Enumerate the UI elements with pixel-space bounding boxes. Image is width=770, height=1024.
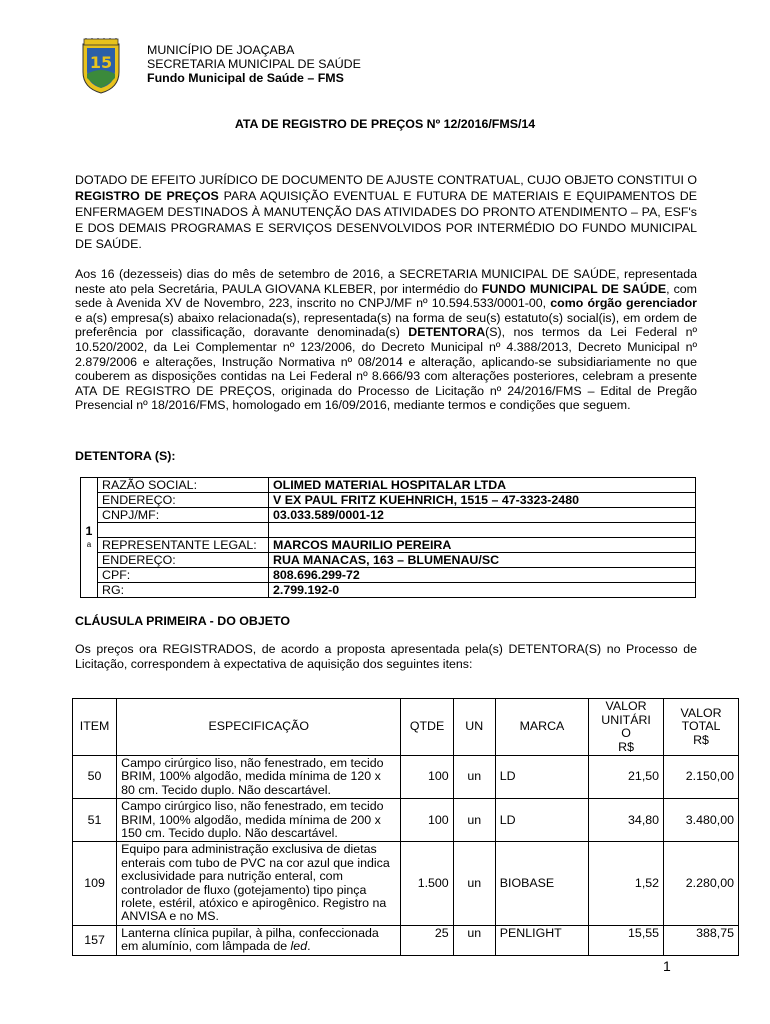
detentora-row bbox=[81, 553, 696, 568]
cell-item: 157 bbox=[73, 925, 117, 955]
detentora-row bbox=[81, 538, 696, 553]
detentora-label bbox=[98, 523, 269, 538]
col-item: ITEM bbox=[73, 699, 117, 756]
header-municipality: MUNICÍPIO DE JOAÇABA bbox=[147, 43, 295, 57]
cell-marca: LD bbox=[495, 799, 588, 842]
header-secretariat: SECRETARIA MUNICIPAL DE SAÚDE bbox=[147, 57, 361, 71]
detentora-value: 2.799.192-0 bbox=[269, 583, 696, 598]
cell-total-price: 2.150,00 bbox=[664, 756, 739, 799]
cell-qtde: 100 bbox=[401, 799, 453, 842]
table-row bbox=[73, 799, 739, 842]
detentora-value: RUA MANACAS, 163 – BLUMENAU/SC bbox=[269, 553, 696, 568]
detentora-label: RAZÃO SOCIAL: bbox=[98, 478, 269, 493]
col-unit: VALOR UNITÁRI O R$ bbox=[589, 699, 664, 756]
cell-unit-price: 1,52 bbox=[589, 842, 664, 925]
detentora-table bbox=[80, 477, 696, 598]
cell-qtde: 25 bbox=[401, 925, 453, 955]
detentora-label: ENDEREÇO: bbox=[98, 553, 269, 568]
cell-un: un bbox=[453, 925, 495, 955]
col-qtde: QTDE bbox=[401, 699, 453, 756]
detentora-value bbox=[269, 523, 696, 538]
document-header bbox=[147, 43, 361, 85]
crest-number: 15 bbox=[89, 53, 113, 72]
cell-un: un bbox=[453, 799, 495, 842]
cell-un: un bbox=[453, 842, 495, 925]
cell-total-price: 3.480,00 bbox=[664, 799, 739, 842]
cell-item: 109 bbox=[73, 842, 117, 925]
cell-un: un bbox=[453, 756, 495, 799]
body-paragraph: Aos 16 (dezesseis) dias do mês de setembro de 2016, a SECRETARIA MUNICIPAL DE SAÚDE, representada neste ato pela Secretária, PAULA GIOVANA KLEBER, por intermédio do FUNDO MUNICIPAL DE SAÚDE, com sede à Avenida XV de Novembro, 223, inscrito no CNPJ/MF nº 10.594.533/0001-00, como órgão gerenciador e a(s) empresa(s) abaixo relacionada(s), representada(s) na forma de seu(s) estatuto(s) social(is), em ordem de preferência por classificação, doravante denominada(s) DETENTORA(S), nos termos da Lei Federal nº 10.520/2002, da Lei Complementar nº 123/2006, do Decreto Municipal nº 4.388/2013, Decreto Municipal nº 2.879/2006 e alterações, Instrução Normativa nº 08/2014 e alteração, aplicando-se subsidiariamente no que couberem as disposições contidas na Lei Federal nº 8.666/93 com alterações posteriores, celebram a presente ATA DE REGISTRO DE PREÇOS, originada do Processo de Licitação nº 24/2016/FMS – Edital de Pregão Presencial nº 18/2016/FMS, homologado em 16/09/2016, mediante termos e condições que seguem. bbox=[75, 267, 698, 413]
detentora-value: 808.696.299-72 bbox=[269, 568, 696, 583]
document-title: ATA DE REGISTRO DE PREÇOS Nº 12/2016/FMS/14 bbox=[234, 117, 536, 131]
clause-text: Os preços ora REGISTRADOS, de acordo a proposta apresentada pela(s) DETENTORA(S) no Processo de Licitação, correspondem à expectativa de aquisição dos seguintes itens: bbox=[75, 642, 697, 671]
detentora-label: CNPJ/MF: bbox=[98, 508, 269, 523]
municipal-crest-logo bbox=[80, 38, 122, 94]
table-row bbox=[73, 756, 739, 799]
detentora-label: ENDEREÇO: bbox=[98, 493, 269, 508]
detentora-row bbox=[81, 583, 696, 598]
cell-spec: Campo cirúrgico liso, não fenestrado, em tecido BRIM, 100% algodão, medida mínima de 120 x 80 cm. Tecido duplo. Não descartável. bbox=[117, 756, 401, 799]
cell-marca: LD bbox=[495, 756, 588, 799]
cell-spec: Equipo para administração exclusiva de dietas enterais com tubo de PVC na cor azul que indica exclusividade para nutrição enteral, com controlador de fluxo (gotejamento) tipo pinça rolete, estéril, atóxico e apirogênico. Registro na ANVISA e no MS. bbox=[117, 842, 401, 925]
cell-marca: BIOBASE bbox=[495, 842, 588, 925]
detentora-heading: DETENTORA (S): bbox=[75, 449, 176, 463]
detentora-label: CPF: bbox=[98, 568, 269, 583]
cell-unit-price: 15,55 bbox=[589, 925, 664, 955]
detentora-row bbox=[81, 508, 696, 523]
detentora-label: RG: bbox=[98, 583, 269, 598]
detentora-row bbox=[81, 523, 696, 538]
detentora-row bbox=[81, 568, 696, 583]
cell-unit-price: 21,50 bbox=[589, 756, 664, 799]
table-row bbox=[73, 842, 739, 925]
page-number: 1 bbox=[663, 958, 671, 974]
header-fund: Fundo Municipal de Saúde – FMS bbox=[147, 71, 344, 85]
cell-total-price: 2.280,00 bbox=[664, 842, 739, 925]
cell-item: 51 bbox=[73, 799, 117, 842]
col-total: VALOR TOTAL R$ bbox=[664, 699, 739, 756]
cell-qtde: 100 bbox=[401, 756, 453, 799]
col-un: UN bbox=[453, 699, 495, 756]
table-row bbox=[73, 925, 739, 955]
cell-item: 50 bbox=[73, 756, 117, 799]
items-header-row bbox=[73, 699, 739, 756]
col-marca: MARCA bbox=[495, 699, 588, 756]
clause-heading: CLÁUSULA PRIMEIRA - DO OBJETO bbox=[75, 614, 291, 628]
intro-paragraph: DOTADO DE EFEITO JURÍDICO DE DOCUMENTO DE AJUSTE CONTRATUAL, CUJO OBJETO CONSTITUI O REGISTRO DE PREÇOS PARA AQUISIÇÃO EVENTUAL E FUTURA DE MATERIAIS E EQUIPAMENTOS DE ENFERMAGEM DESTINADOS À MANUTENÇÃO DAS ATIVIDADES DO PRONTO ATENDIMENTO – PA, ESF's E DOS DEMAIS PROGRAMAS E SERVIÇOS DESENVOLVIDOS POR INTERMÉDIO DO FUNDO MUNICIPAL DE SAÚDE. bbox=[75, 173, 697, 251]
cell-spec: Campo cirúrgico liso, não fenestrado, em tecido BRIM, 100% algodão, medida mínima de 200 x 150 cm. Tecido duplo. Não descartável. bbox=[117, 799, 401, 842]
cell-unit-price: 34,80 bbox=[589, 799, 664, 842]
cell-total-price: 388,75 bbox=[664, 925, 739, 955]
detentora-row bbox=[81, 478, 696, 493]
items-table bbox=[72, 698, 739, 956]
detentora-row bbox=[81, 493, 696, 508]
cell-spec: Lanterna clínica pupilar, à pilha, confeccionada em alumínio, com lâmpada de led. bbox=[117, 925, 401, 955]
cell-qtde: 1.500 bbox=[401, 842, 453, 925]
detentora-value: MARCOS MAURILIO PEREIRA bbox=[269, 538, 696, 553]
col-spec: ESPECIFICAÇÃO bbox=[117, 699, 401, 756]
detentora-value: 03.033.589/0001-12 bbox=[269, 508, 696, 523]
detentora-index: 1 a bbox=[81, 478, 98, 598]
cell-marca: PENLIGHT bbox=[495, 925, 588, 955]
detentora-value: V EX PAUL FRITZ KUEHNRICH, 1515 – 47-3323-2480 bbox=[269, 493, 696, 508]
detentora-label: REPRESENTANTE LEGAL: bbox=[98, 538, 269, 553]
detentora-value: OLIMED MATERIAL HOSPITALAR LTDA bbox=[269, 478, 696, 493]
